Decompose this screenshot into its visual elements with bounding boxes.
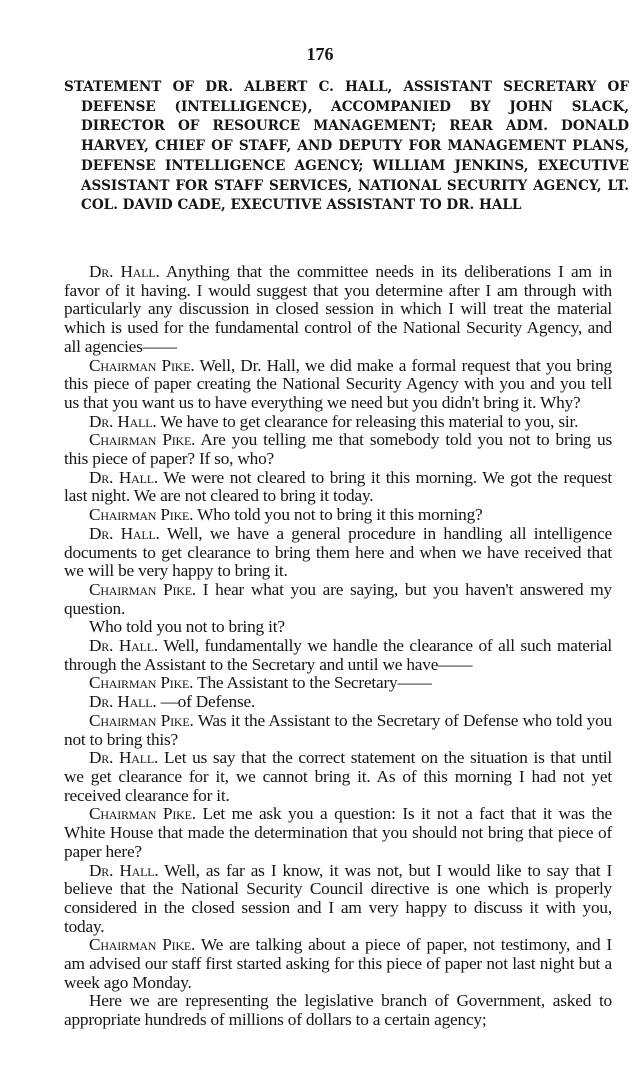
paragraph-text: Was it the Assistant to the Secretary of Defense who told you not to bring this?	[64, 710, 612, 749]
transcript-paragraph	[64, 618, 612, 637]
speaker-name: Chairman Pike.	[89, 804, 196, 824]
speaker-name: Chairman Pike.	[89, 935, 196, 955]
transcript-paragraph	[64, 637, 612, 674]
statement-heading: STATEMENT OF DR. ALBERT C. HALL, ASSISTANT SECRETARY OF DEFENSE (INTELLIGENCE), ACCOMPANIED BY JOHN SLACK, DIRECTOR OF RESOURCE MANAGEMENT; REAR ADM. DONALD HARVEY, CHIEF OF STAFF, AND DEPUTY FOR MANAGEMENT PLANS, DEFENSE INTELLIGENCE AGENCY; WILLIAM JENKINS, EXECUTIVE ASSISTANT FOR STAFF SERVICES, NATIONAL SECURITY AGENCY, LT. COL. DAVID CADE, EXECUTIVE ASSISTANT TO DR. HALL	[64, 79, 629, 214]
speaker-name: Chairman Pike.	[89, 430, 196, 450]
paragraph-text: Well, Dr. Hall, we did make a formal request that you bring this piece of paper creating the National Security Agency with you and you tell us that you want us to have everything we need but you didn't bring it. Why?	[64, 355, 612, 412]
paragraph-text: Well, we have a general procedure in handling all intelligence documents to get clearance to bring them here and when we have received that we will be very happy to bring it.	[64, 523, 613, 581]
paragraph-text: Who told you not to bring it this morning?	[193, 505, 483, 525]
transcript-paragraph	[64, 749, 612, 805]
transcript-paragraph	[64, 674, 612, 693]
transcript-paragraph	[64, 413, 612, 432]
paragraph-text: Who told you not to bring it?	[89, 617, 285, 637]
speaker-name: Dr. Hall.	[89, 860, 159, 880]
paragraph-text: Let us say that the correct statement on the situation is that until we get clearance for it, we cannot bring it. As of this morning I had not yet received clearance for it.	[64, 748, 613, 805]
transcript-paragraph	[64, 469, 612, 506]
speaker-name: Dr. Hall.	[89, 692, 157, 712]
paragraph-text: We were not cleared to bring it this morning. We got the request last night. We are not cleared to bring it today.	[64, 467, 612, 506]
paragraph-text: —of Defense.	[156, 692, 256, 712]
speaker-name: Chairman Pike.	[89, 355, 195, 375]
transcript-paragraph	[64, 431, 612, 468]
transcript-paragraph	[64, 263, 612, 357]
transcript-paragraph	[64, 712, 612, 749]
speaker-name: Dr. Hall.	[89, 748, 159, 768]
speaker-name: Dr. Hall.	[89, 411, 157, 431]
paragraph-text: Well, fundamentally we handle the clearance of all such material through the Assistant to the Secretary and until we have——	[64, 636, 612, 674]
speaker-name: Chairman Pike.	[89, 673, 194, 693]
transcript-paragraph	[64, 357, 612, 413]
transcript-paragraph	[64, 581, 612, 618]
transcript-paragraph	[64, 525, 612, 581]
paragraph-text: Let me ask you a question: Is it not a fact that it was the White House that made the determination that you should not bring that piece of paper here?	[64, 804, 612, 861]
transcript-paragraph	[64, 992, 612, 1029]
transcript-paragraph	[64, 805, 612, 861]
transcript-paragraph	[64, 693, 612, 712]
speaker-name: Dr. Hall.	[89, 523, 160, 543]
speaker-name: Dr. Hall.	[89, 262, 160, 281]
transcript-paragraph	[64, 936, 612, 992]
speaker-name: Chairman Pike.	[89, 710, 194, 730]
paragraph-text: Well, as far as I know, it was not, but I would like to say that I believe that the National Security Council directive is one which is properly considered in the closed session and I am very happy to discuss it with you, today.	[64, 860, 612, 936]
page-number: 176	[306, 44, 334, 64]
transcript-paragraph	[64, 862, 612, 937]
speaker-name: Dr. Hall.	[89, 467, 159, 487]
paragraph-text: We have to get clearance for releasing this material to you, sir.	[156, 411, 579, 431]
paragraph-text: I hear what you are saying, but you haven't answered my question.	[64, 579, 612, 618]
transcript-paragraph	[64, 506, 612, 525]
paragraph-text: We are talking about a piece of paper, not testimony, and I am advised our staff first started asking for this piece of paper not last night but a week ago Monday.	[64, 935, 612, 992]
paragraph-text: Are you telling me that somebody told you not to bring us this piece of paper? If so, who?	[64, 430, 612, 469]
transcript-body	[64, 263, 612, 1030]
paragraph-text: The Assistant to the Secretary——	[193, 673, 432, 693]
speaker-name: Dr. Hall.	[89, 636, 158, 656]
paragraph-text: Here we are representing the legislative branch of Government, asked to appropriate hundreds of millions of dollars to a certain agency;	[64, 991, 612, 1030]
speaker-name: Chairman Pike.	[89, 505, 194, 525]
paragraph-text: Anything that the committee needs in its deliberations I am in favor of it having. I would suggest that you determine after I am through with particularly any discussion in closed session in which I will treat the material which is used for the fundamental control of the National Security Agency, and all agencies——	[64, 262, 613, 356]
speaker-name: Chairman Pike.	[89, 579, 196, 599]
